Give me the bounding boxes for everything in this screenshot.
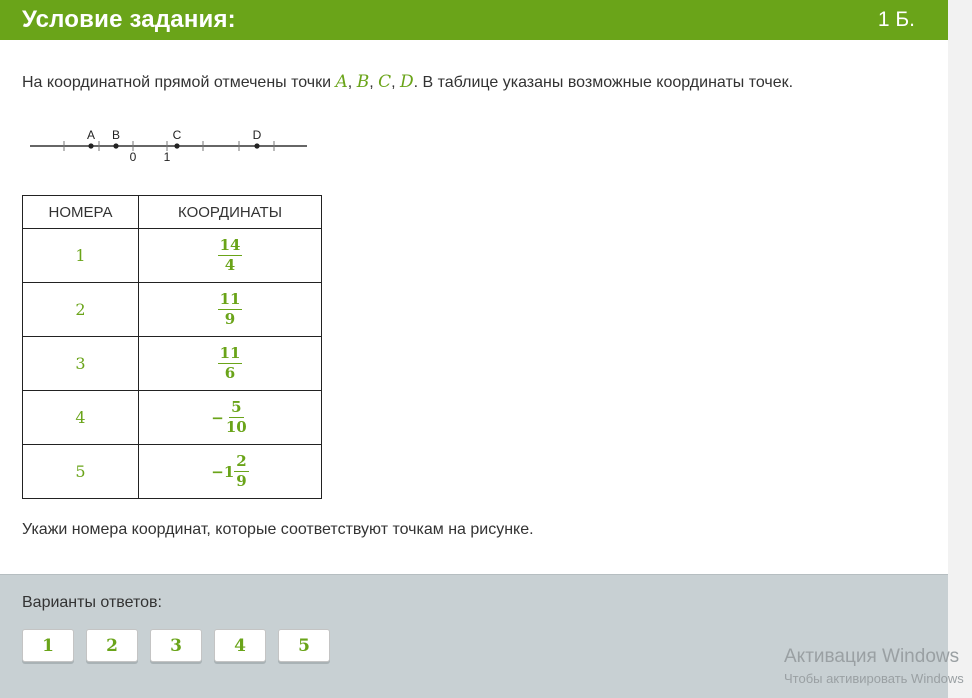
numerator: 11 <box>219 343 241 362</box>
separator: , <box>391 74 400 91</box>
question-prompt: Укажи номера координат, которые соответствуют точкам на рисунке. <box>22 521 534 538</box>
tick-label-one: 1 <box>163 150 171 164</box>
window-edge <box>948 0 972 698</box>
minus-sign: − <box>211 462 224 481</box>
row-coordinate <box>139 445 322 499</box>
table-row <box>23 391 322 445</box>
denominator: 10 <box>225 417 247 436</box>
fraction <box>218 235 243 274</box>
point-b-dot <box>113 143 118 148</box>
watermark-title: Активация Windows <box>784 646 960 667</box>
denominator: 4 <box>224 255 236 274</box>
tick-label-zero: 0 <box>129 150 137 164</box>
row-coordinate <box>139 229 322 283</box>
point-d-dot <box>254 143 259 148</box>
point-a-label: A <box>86 128 96 142</box>
fraction <box>218 343 243 382</box>
point-name-d: D <box>399 72 414 92</box>
separator: , <box>369 74 379 91</box>
coordinates-table <box>22 195 322 499</box>
point-name-a: A <box>335 72 348 92</box>
table-row <box>23 337 322 391</box>
task-title: Условие задания: <box>22 6 236 33</box>
number-line <box>22 122 312 166</box>
denominator: 6 <box>224 363 236 382</box>
numerator: 5 <box>231 397 242 416</box>
task-header <box>0 0 948 40</box>
fraction <box>218 289 243 328</box>
row-number: 1 <box>23 229 139 283</box>
row-coordinate <box>139 391 322 445</box>
table-row <box>23 445 322 499</box>
point-c-dot <box>174 143 179 148</box>
table-header-row <box>23 196 322 229</box>
task-text-before: На координатной прямой отмечены точки <box>22 74 336 91</box>
answer-option-2[interactable]: 2 <box>86 629 138 662</box>
table-row <box>23 229 322 283</box>
table-row <box>23 283 322 337</box>
row-number: 4 <box>23 391 139 445</box>
task-points: 1 Б. <box>877 8 915 31</box>
denominator: 9 <box>224 309 236 328</box>
numerator: 2 <box>236 451 247 470</box>
row-number: 5 <box>23 445 139 499</box>
fraction <box>234 451 248 490</box>
row-number: 3 <box>23 337 139 391</box>
row-number: 2 <box>23 283 139 337</box>
column-header-coordinates: КООРДИНАТЫ <box>139 196 322 229</box>
whole-part: 1 <box>223 462 235 481</box>
separator: , <box>347 74 357 91</box>
windows-activation-watermark <box>784 646 964 686</box>
watermark-subtitle: Чтобы активировать Windows <box>784 671 964 686</box>
answer-option-3[interactable]: 3 <box>150 629 202 662</box>
column-header-numbers: НОМЕРА <box>23 196 139 229</box>
numerator: 14 <box>219 235 241 254</box>
answer-options <box>22 629 330 662</box>
point-name-c: C <box>378 72 392 92</box>
point-d-label: D <box>252 128 262 142</box>
point-c-label: C <box>172 128 182 142</box>
task-statement <box>22 72 793 92</box>
row-coordinate <box>139 337 322 391</box>
point-a-dot <box>88 143 93 148</box>
answers-label: Варианты ответов: <box>22 594 162 611</box>
numerator: 11 <box>219 289 241 308</box>
point-b-label: B <box>111 128 121 142</box>
fraction <box>224 397 249 436</box>
answer-option-4[interactable]: 4 <box>214 629 266 662</box>
answer-option-1[interactable]: 1 <box>22 629 74 662</box>
point-name-b: B <box>356 72 370 92</box>
task-text-after: . В таблице указаны возможные координаты точек. <box>413 74 794 91</box>
row-coordinate <box>139 283 322 337</box>
answer-option-5[interactable]: 5 <box>278 629 330 662</box>
denominator: 9 <box>236 471 247 490</box>
minus-sign: − <box>211 408 224 427</box>
